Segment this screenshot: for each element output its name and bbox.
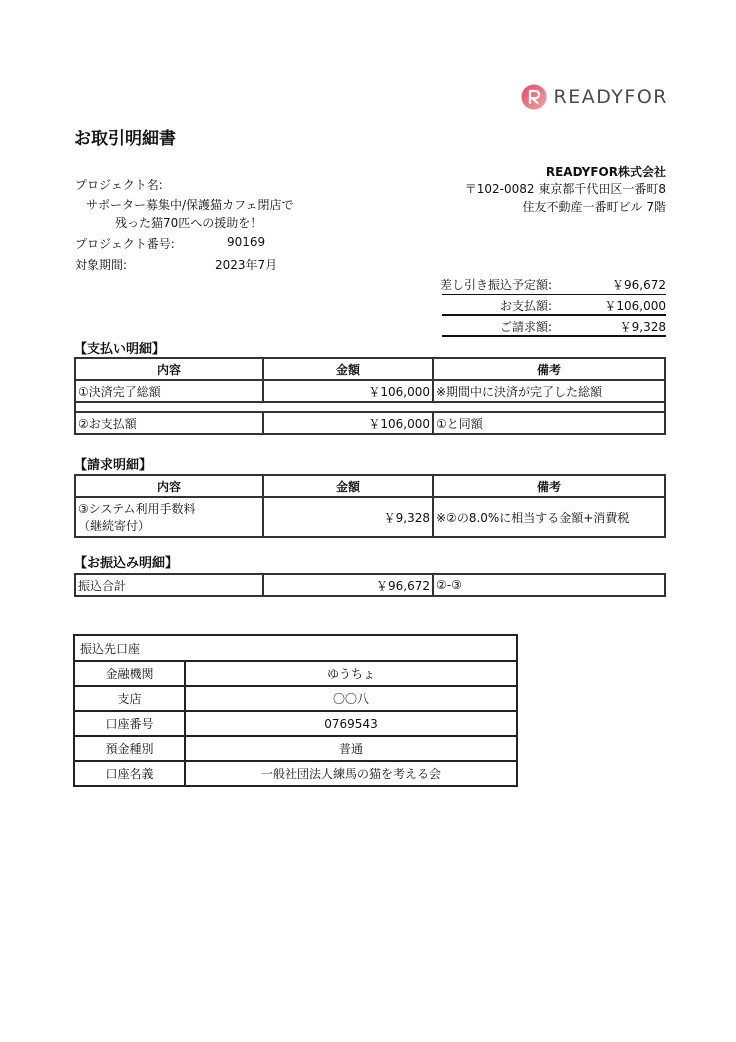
table-row [74,661,517,686]
logo-text: READYFOR [553,86,668,108]
readyfor-logo [521,84,669,110]
page-title: お取引明細書 [74,129,176,149]
table-row [74,761,517,786]
table-row [75,380,665,402]
col-header-content: 内容 [75,475,263,497]
table-header-row [75,358,665,380]
table-spacer-row [75,402,665,412]
bank-value: 0769543 [185,711,517,736]
col-header-note: 備考 [433,475,665,497]
bank-value: 一般社団法人練馬の猫を考える会 [185,761,517,786]
table-row [75,574,665,596]
summary-transfer-label: 差し引き振込予定額: [439,278,552,292]
summary-billing-value: ￥9,328 [619,320,666,334]
project-number-value: 90169 [227,235,266,249]
bank-heading: 振込先口座 [74,635,517,661]
table-row [74,686,517,711]
project-name-line2: 残った猫70匹への援助を！ [115,216,263,230]
bank-value: 普通 [185,736,517,761]
cell-content: 振込合計 [75,574,263,596]
bank-label: 預金種別 [74,736,185,761]
period-value: 2023年7月 [215,258,278,272]
project-name-label: プロジェクト名: [75,178,163,192]
spacer-cell [75,402,665,412]
table-row [74,711,517,736]
company-name: READYFOR株式会社 [545,165,666,179]
summary-billing-row [442,315,666,336]
cell-amount: ￥106,000 [263,380,433,402]
summary-payment-label: お支払額: [499,299,552,313]
cell-note: ※②の8.0%に相当する金額+消費税 [433,497,665,537]
cell-content: ①決済完了総額 [75,380,263,402]
cell-amount: ￥96,672 [263,574,433,596]
period-label: 対象期間: [75,258,128,272]
cell-content-line2: （継続寄付） [78,519,151,533]
table-row [74,736,517,761]
cell-note: ②-③ [433,574,665,596]
company-address2: 住友不動産一番町ビル 7階 [522,200,666,214]
col-header-note: 備考 [433,358,665,380]
bank-label: 金融機関 [74,661,185,686]
project-number-label: プロジェクト番号: [75,237,175,251]
summary-billing-label: ご請求額: [499,320,552,334]
cell-amount: ￥9,328 [263,497,433,537]
cell-content [75,497,263,537]
bank-value: 〇〇八 [185,686,517,711]
bank-label: 口座番号 [74,711,185,736]
summary-payment-value: ￥106,000 [604,299,666,313]
payment-table [74,357,666,435]
bank-heading-row [74,635,517,661]
bank-account-table [73,634,518,787]
company-address1: 〒102-0082 東京都千代田区一番町8 [464,182,666,196]
cell-content: ②お支払額 [75,412,263,434]
bank-value: ゆうちょ [185,661,517,686]
summary-divider [442,335,666,337]
bank-label: 支店 [74,686,185,711]
transfer-section-title: 【お振込み明細】 [74,556,179,571]
table-row [75,412,665,434]
table-row [75,497,665,537]
project-name-line1: サポーター募集中/保護猫カフェ閉店で [86,198,294,212]
table-header-row [75,475,665,497]
col-header-amount: 金額 [263,475,433,497]
col-header-amount: 金額 [263,358,433,380]
readyfor-logo-icon [521,84,547,110]
cell-note: ※期間中に決済が完了した総額 [433,380,665,402]
col-header-content: 内容 [75,358,263,380]
cell-note: ①と同額 [433,412,665,434]
billing-table [74,474,666,538]
cell-content-line1: ③システム利用手数料 [78,502,196,516]
summary-transfer-row [439,273,666,294]
transfer-table [74,573,666,597]
cell-amount: ￥106,000 [263,412,433,434]
payment-section-title: 【支払い明細】 [74,342,166,357]
bank-label: 口座名義 [74,761,185,786]
summary-transfer-value: ￥96,672 [612,278,666,292]
summary-payment-row [442,294,666,315]
billing-section-title: 【請求明細】 [74,458,153,473]
